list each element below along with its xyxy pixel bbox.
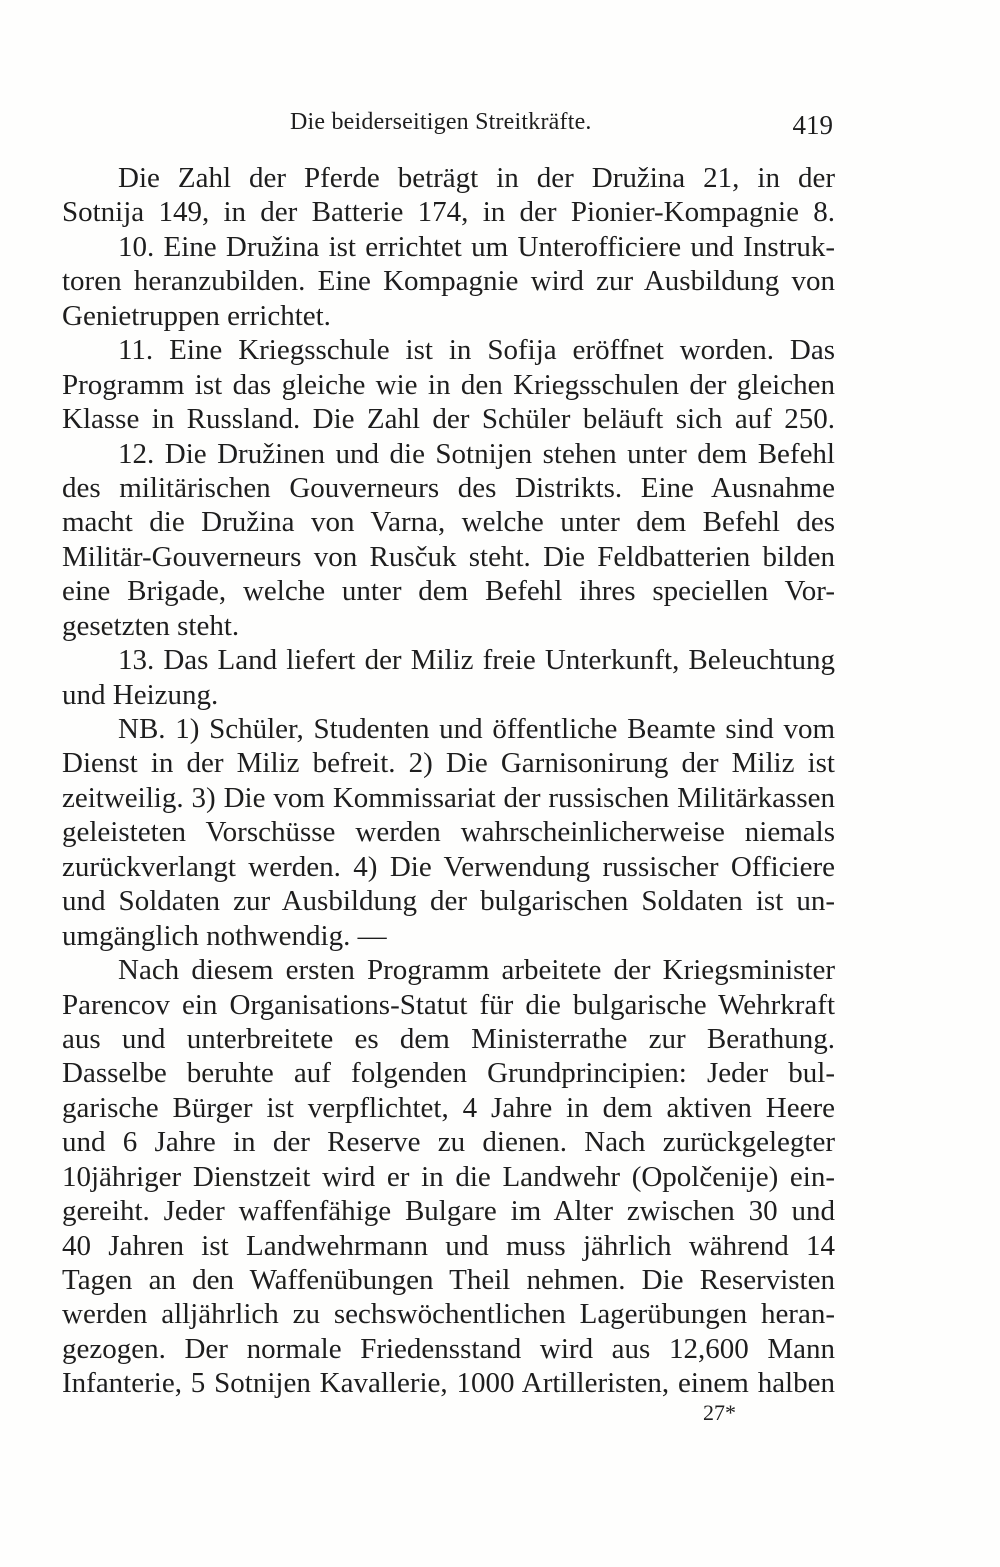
text-line: Genietruppen errichtet. [62, 299, 331, 332]
paragraph [62, 712, 835, 953]
paragraph [62, 437, 835, 644]
text-line: Nach diesem ersten Programm arbeitete der Kriegsminister [118, 954, 835, 987]
text-line: Klasse in Russland. Die Zahl der Schüler beläuft sich auf 250. [62, 403, 835, 436]
running-title: Die beiderseitigen Streitkräfte. [290, 109, 592, 135]
text-line: NB. 1) Schüler, Studenten und öffentliche Beamte sind vom [118, 713, 835, 745]
text-line: werden alljährlich zu sechswöchentlichen Lagerübungen heran- [62, 1298, 835, 1331]
paragraph [62, 230, 835, 333]
text-line: und 6 Jahre in der Reserve zu dienen. Nach zurückgelegter [62, 1126, 835, 1159]
text-line: und Heizung. [62, 678, 219, 711]
paragraph [62, 953, 835, 1401]
text-line: Sotnija 149, in der Batterie 174, in der Pionier-Kompagnie 8. [62, 196, 835, 229]
text-line: Militär-Gouverneurs von Rusčuk steht. Die Feldbatterien bilden [62, 540, 835, 573]
text-line: des militärischen Gouverneurs des Distrikts. Eine Ausnahme [62, 471, 835, 504]
text-line: zeitweilig. 3) Die vom Kommissariat der russischen Militärkassen [62, 781, 835, 814]
text-line: 10jähriger Dienstzeit wird er in die Landwehr (Opolčenije) ein- [62, 1160, 835, 1193]
text-line: Programm ist das gleiche wie in den Kriegsschulen der gleichen [62, 368, 835, 401]
signature-mark: 27* [703, 1400, 736, 1425]
text-line: gezogen. Der normale Friedensstand wird aus 12,600 Mann [62, 1332, 835, 1365]
page-body [62, 161, 835, 1401]
text-line: 13. Das Land liefert der Miliz freie Unterkunft, Beleuchtung [118, 644, 835, 677]
text-line: Parencov ein Organisations-Statut für die bulgarische Wehrkraft [62, 988, 835, 1021]
paragraph [62, 161, 835, 230]
text-line: gereiht. Jeder waffenfähige Bulgare im Alter zwischen 30 und [62, 1195, 835, 1228]
text-line: aus und unterbreitete es dem Ministerrathe zur Berathung. [62, 1022, 835, 1055]
text-line: zurückverlangt werden. 4) Die Verwendung russischer Officiere [62, 850, 835, 883]
text-line: Die Zahl der Pferde beträgt in der Družina 21, in der [118, 162, 835, 194]
text-line: umgänglich nothwendig. — [62, 919, 387, 952]
page-number: 419 [792, 110, 833, 140]
text-line: und Soldaten zur Ausbildung der bulgarischen Soldaten ist un- [62, 885, 835, 918]
paragraph [62, 333, 835, 436]
text-line: 12. Die Družinen und die Sotnijen stehen unter dem Befehl [118, 437, 835, 470]
paragraph [62, 643, 835, 712]
text-line: gesetzten steht. [62, 609, 240, 642]
text-line: 11. Eine Kriegsschule ist in Sofija eröffnet worden. Das [118, 334, 835, 367]
text-line: Infanterie, 5 Sotnijen Kavallerie, 1000 Artilleristen, einem halben [62, 1367, 835, 1400]
text-line: 40 Jahren ist Landwehrmann und muss jährlich während 14 [62, 1229, 835, 1262]
text-line: 10. Eine Družina ist errichtet um Unterofficiere und Instruk- [118, 230, 835, 263]
text-line: toren heranzubilden. Eine Kompagnie wird zur Ausbildung von [62, 265, 835, 298]
text-line: geleisteten Vorschüsse werden wahrscheinlicherweise niemals [62, 816, 835, 849]
text-line: eine Brigade, welche unter dem Befehl ihres speciellen Vor- [62, 575, 835, 608]
text-line: Dienst in der Miliz befreit. 2) Die Garnisonirung der Miliz ist [62, 747, 835, 780]
text-line: Dasselbe beruhte auf folgenden Grundprincipien: Jeder bul- [62, 1057, 835, 1090]
text-line: Tagen an den Waffenübungen Theil nehmen. Die Reservisten [62, 1264, 835, 1296]
text-line: garische Bürger ist verpflichtet, 4 Jahre in dem aktiven Heere [62, 1091, 835, 1124]
text-line: macht die Družina von Varna, welche unter dem Befehl des [62, 506, 835, 539]
